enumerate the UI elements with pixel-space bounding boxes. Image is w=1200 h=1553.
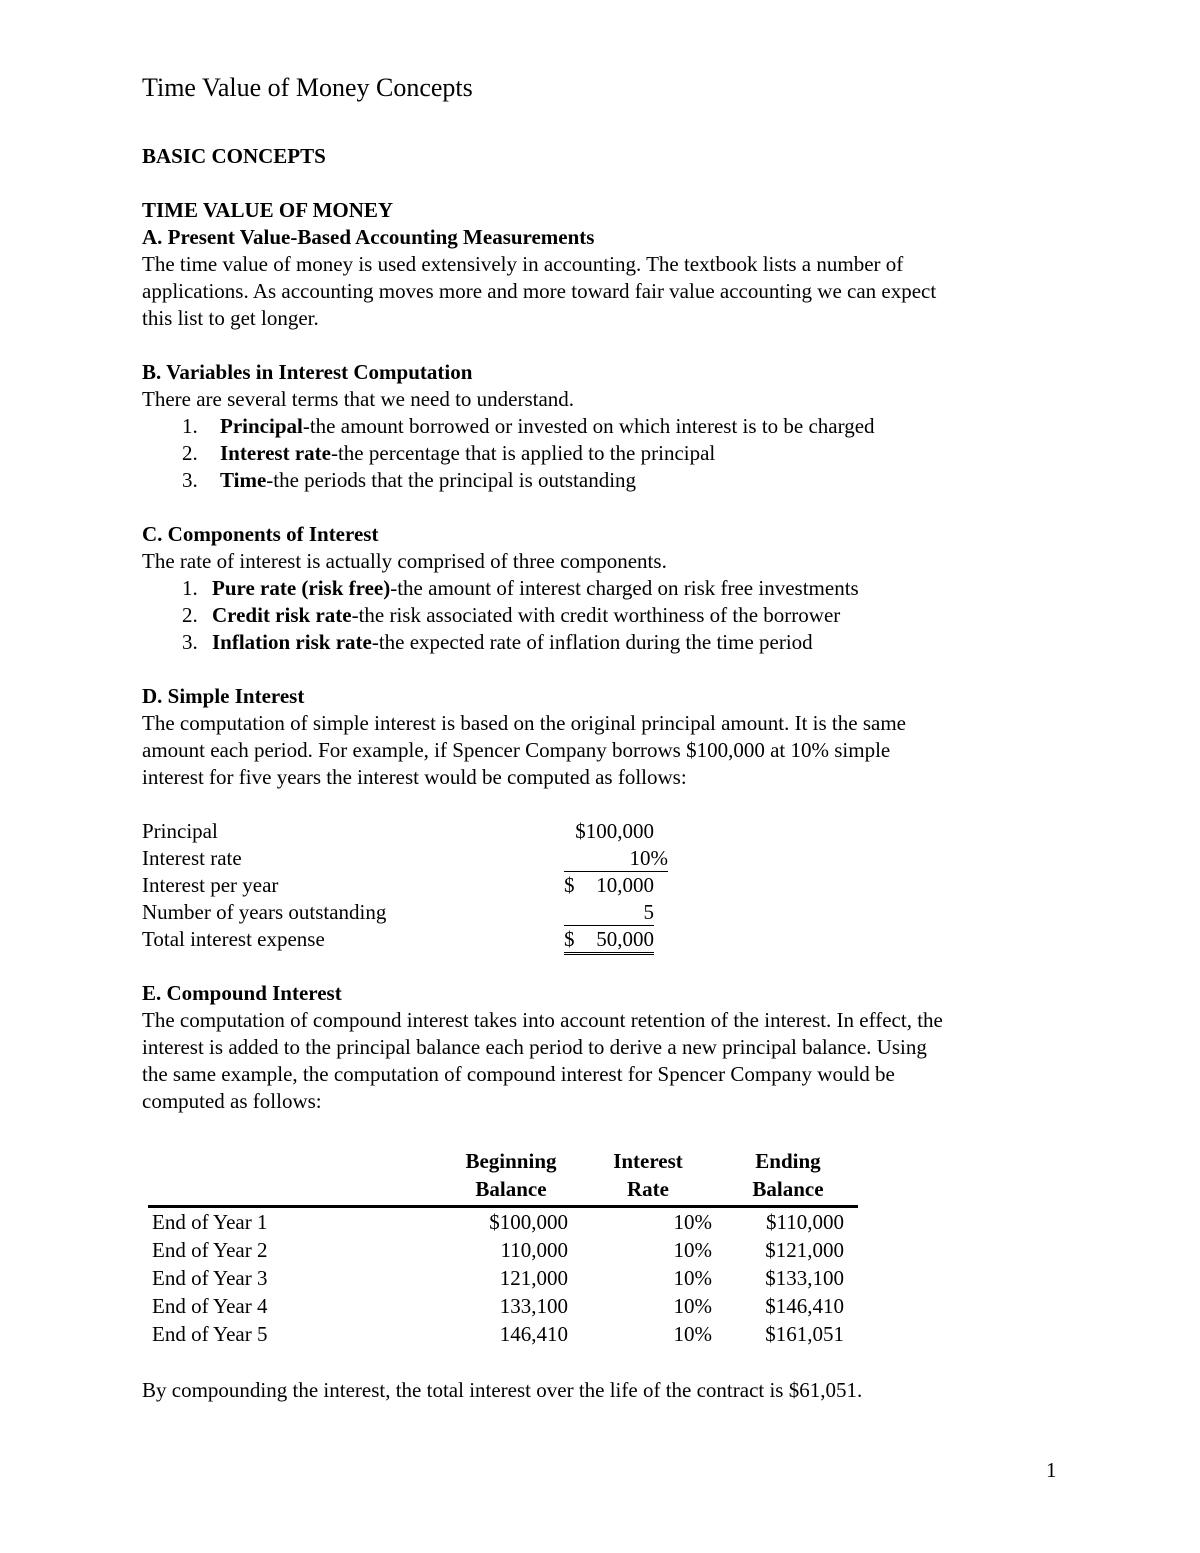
list-number: 3. [182, 468, 198, 492]
list-term: Credit risk rate [212, 603, 352, 627]
section-b-heading: B. Variables in Interest Computation [142, 360, 473, 384]
cell-period: End of Year 4 [152, 1294, 268, 1318]
compound-interest-table [148, 1148, 858, 1348]
section-e-line: interest is added to the principal balance each period to derive a new principal balance. Using [142, 1035, 927, 1059]
cell-beginning: 133,100 [499, 1294, 568, 1318]
table-row [148, 1264, 858, 1292]
table-header-row [148, 1148, 858, 1176]
cell-period: End of Year 3 [152, 1266, 268, 1290]
table-row [148, 1208, 858, 1236]
list-item [142, 440, 1062, 467]
simple-interest-calculation [142, 818, 702, 953]
section-a-line: this list to get longer. [142, 306, 319, 330]
header-beginning: Beginning [465, 1149, 557, 1173]
list-item [142, 575, 1062, 602]
calc-amount: 10,000 [596, 873, 654, 897]
cell-beginning: 146,410 [499, 1322, 568, 1346]
cell-period: End of Year 2 [152, 1238, 268, 1262]
currency-symbol: $ [564, 873, 575, 897]
basic-concepts-heading: BASIC CONCEPTS [142, 144, 326, 168]
section-c-intro: The rate of interest is actually comprised of three components. [142, 549, 667, 573]
cell-period: End of Year 1 [152, 1210, 268, 1234]
list-number: 2. [182, 603, 198, 627]
calc-amount: 50,000 [596, 927, 654, 951]
list-item [142, 467, 1062, 494]
cell-ending: $146,410 [765, 1294, 844, 1318]
list-item [142, 629, 1062, 656]
calc-value: $100,000 [575, 819, 654, 843]
cell-ending: $133,100 [765, 1266, 844, 1290]
section-c-heading: C. Components of Interest [142, 522, 379, 546]
list-number: 1. [182, 414, 198, 438]
list-term: Time [220, 468, 267, 492]
calc-row-per-year [142, 872, 702, 899]
list-desc: -the percentage that is applied to the principal [330, 441, 716, 465]
header-interest: Interest [613, 1149, 683, 1173]
page-number: 1 [1046, 1458, 1057, 1482]
cell-rate: 10% [673, 1210, 712, 1234]
list-desc: -the amount of interest charged on risk free investments [390, 576, 859, 600]
table-row [148, 1320, 858, 1348]
calc-label: Interest rate [142, 846, 242, 870]
section-e-line: the same example, the computation of compound interest for Spencer Company would be [142, 1062, 895, 1086]
calc-value: 10% [564, 845, 668, 872]
table-header-row [148, 1176, 858, 1204]
time-value-heading: TIME VALUE OF MONEY [142, 198, 394, 222]
list-desc: -the periods that the principal is outstanding [266, 468, 637, 492]
header-rate: Rate [627, 1177, 669, 1201]
calc-row-years [142, 899, 702, 926]
list-number: 1. [182, 576, 198, 600]
cell-ending: $121,000 [765, 1238, 844, 1262]
calc-row-rate [142, 845, 702, 872]
cell-beginning: $100,000 [489, 1210, 568, 1234]
list-term: Interest rate [220, 441, 331, 465]
list-desc: -the expected rate of inflation during the time period [371, 630, 813, 654]
document-body [142, 143, 1062, 1115]
calc-row-total [142, 926, 702, 953]
section-b-intro: There are several terms that we need to understand. [142, 387, 575, 411]
document-title: Time Value of Money Concepts [142, 73, 473, 102]
cell-rate: 10% [673, 1294, 712, 1318]
calc-label: Number of years outstanding [142, 900, 387, 924]
list-item [142, 413, 1062, 440]
cell-rate: 10% [673, 1238, 712, 1262]
list-term: Pure rate (risk free) [212, 576, 391, 600]
section-e-line: computed as follows: [142, 1089, 322, 1113]
list-desc: -the risk associated with credit worthiness of the borrower [351, 603, 841, 627]
section-a-heading: A. Present Value-Based Accounting Measurements [142, 225, 595, 249]
closing-sentence: By compounding the interest, the total interest over the life of the contract is $61,051. [142, 1378, 863, 1402]
list-number: 2. [182, 441, 198, 465]
section-e-heading: E. Compound Interest [142, 981, 342, 1005]
section-e-line: The computation of compound interest takes into account retention of the interest. In effect, the [142, 1008, 943, 1032]
cell-ending: $110,000 [766, 1210, 844, 1234]
calc-label: Principal [142, 819, 218, 843]
calc-label: Interest per year [142, 873, 279, 897]
calc-value: 5 [564, 899, 654, 926]
header-balance: Balance [752, 1177, 824, 1201]
list-number: 3. [182, 630, 198, 654]
header-ending: Ending [755, 1149, 821, 1173]
table-row [148, 1236, 858, 1264]
cell-ending: $161,051 [765, 1322, 844, 1346]
list-desc: -the amount borrowed or invested on which interest is to be charged [302, 414, 875, 438]
section-d-line: The computation of simple interest is based on the original principal amount. It is the same [142, 711, 906, 735]
section-a-line: The time value of money is used extensively in accounting. The textbook lists a number of [142, 252, 904, 276]
cell-rate: 10% [673, 1266, 712, 1290]
currency-symbol: $ [564, 927, 575, 951]
list-term: Inflation risk rate [212, 630, 372, 654]
calc-row-principal [142, 818, 702, 845]
list-item [142, 602, 1062, 629]
table-row [148, 1292, 858, 1320]
calc-value [564, 926, 654, 955]
calc-value [564, 872, 654, 898]
cell-beginning: 121,000 [499, 1266, 568, 1290]
header-balance: Balance [475, 1177, 547, 1201]
section-d-line: amount each period. For example, if Spencer Company borrows $100,000 at 10% simple [142, 738, 891, 762]
section-a-line: applications. As accounting moves more and more toward fair value accounting we can expect [142, 279, 937, 303]
cell-period: End of Year 5 [152, 1322, 268, 1346]
cell-beginning: 110,000 [500, 1238, 568, 1262]
section-d-heading: D. Simple Interest [142, 684, 305, 708]
list-term: Principal [220, 414, 303, 438]
cell-rate: 10% [673, 1322, 712, 1346]
calc-label: Total interest expense [142, 927, 325, 951]
section-d-line: interest for five years the interest would be computed as follows: [142, 765, 687, 789]
